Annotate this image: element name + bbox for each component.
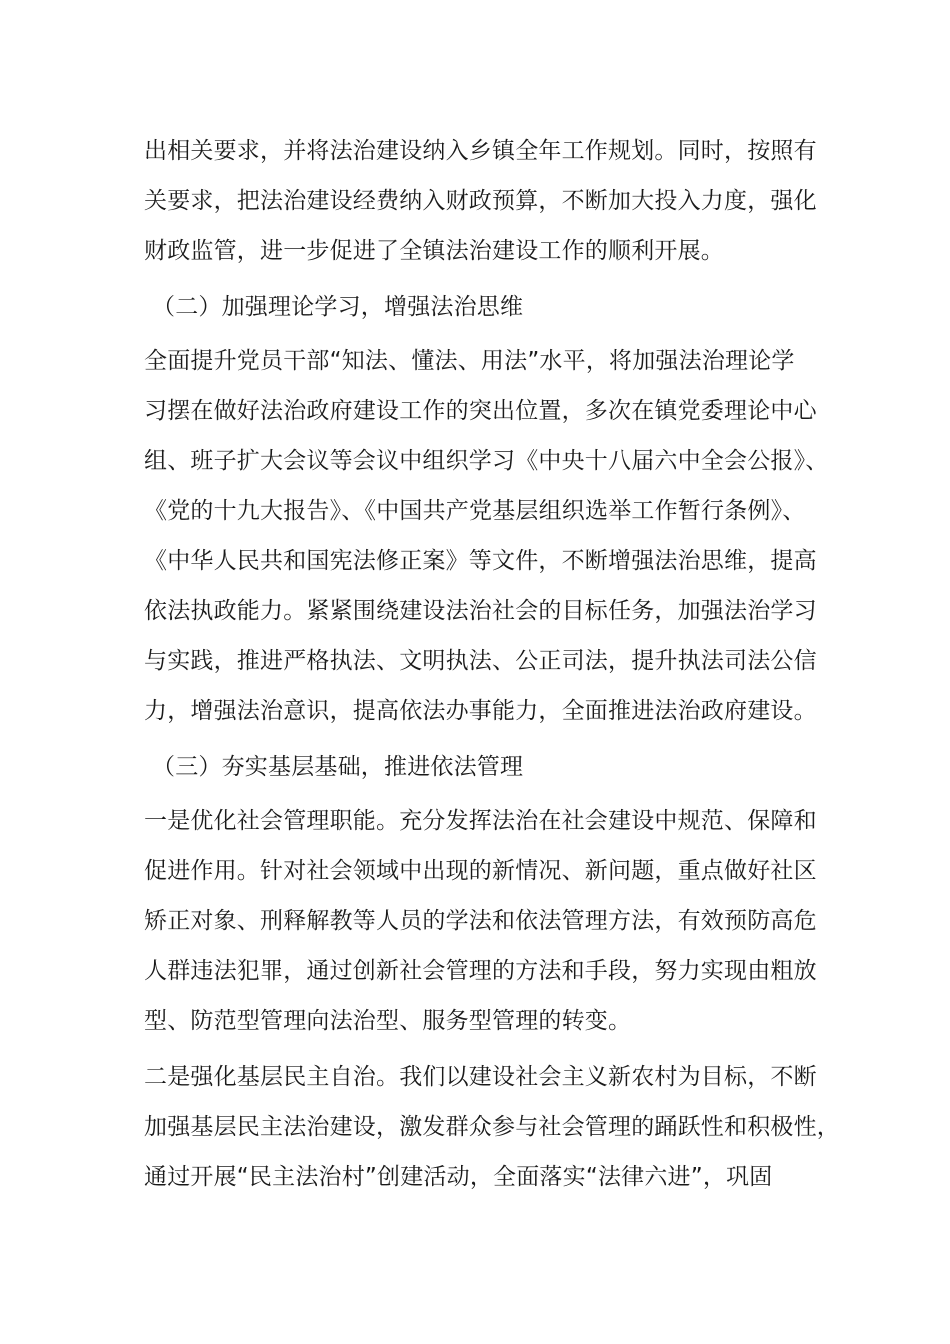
text-line: 人群违法犯罪，通过创新社会管理的方法和手段，努力实现由粗放 [144,958,817,984]
text-line: 组、班子扩大会议等会议中组织学习《中央十八届六中全会公报》、 [144,448,829,474]
text-line: 二是强化基层民主自治。我们以建设社会主义新农村为目标，不断 [144,1064,817,1090]
heading-text: （二）加强理论学习，增强法治思维 [152,294,524,320]
text-line: 《党的十九大报告》、《中国共产党基层组织选举工作暂行条例》、 [144,498,806,524]
text-line: 矫正对象、刑释解教等人员的学法和依法管理方法，有效预防高危 [144,908,817,934]
text-line: 《中华人民共和国宪法修正案》等文件，不断增强法治思维，提高 [144,548,817,574]
text-line: 通过开展“民主法治村”创建活动，全面落实“法律六进”，巩固 [144,1164,773,1190]
text-line: 关要求，把法治建设经费纳入财政预算，不断加大投入力度，强化 [144,188,817,214]
text-line: 财政监管，进一步促进了全镇法治建设工作的顺利开展。 [144,238,724,264]
text-line: 型、防范型管理向法治型、服务型管理的转变。 [144,1008,632,1034]
heading-text: （三）夯实基层基础，推进依法管理 [152,754,524,780]
text-line: 出相关要求，并将法治建设纳入乡镇全年工作规划。同时，按照有 [144,138,817,164]
text-line: 一是优化社会管理职能。充分发挥法治在社会建设中规范、保障和 [144,808,817,834]
text-line: 与实践，推进严格执法、文明执法、公正司法，提升执法司法公信 [144,648,817,674]
text-line: 加强基层民主法治建设，激发群众参与社会管理的踊跃性和积极性， [144,1114,840,1140]
text-line: 习摆在做好法治政府建设工作的突出位置，多次在镇党委理论中心 [144,398,817,424]
text-line: 促进作用。针对社会领域中出现的新情况、新问题，重点做好社区 [144,858,817,884]
text-line: 依法执政能力。紧紧围绕建设法治社会的目标任务，加强法治学习 [144,598,817,624]
text-line: 力，增强法治意识，提高依法办事能力，全面推进法治政府建设。 [144,698,817,724]
text-line: 全面提升党员干部“知法、懂法、用法”水平，将加强法治理论学 [144,348,795,374]
